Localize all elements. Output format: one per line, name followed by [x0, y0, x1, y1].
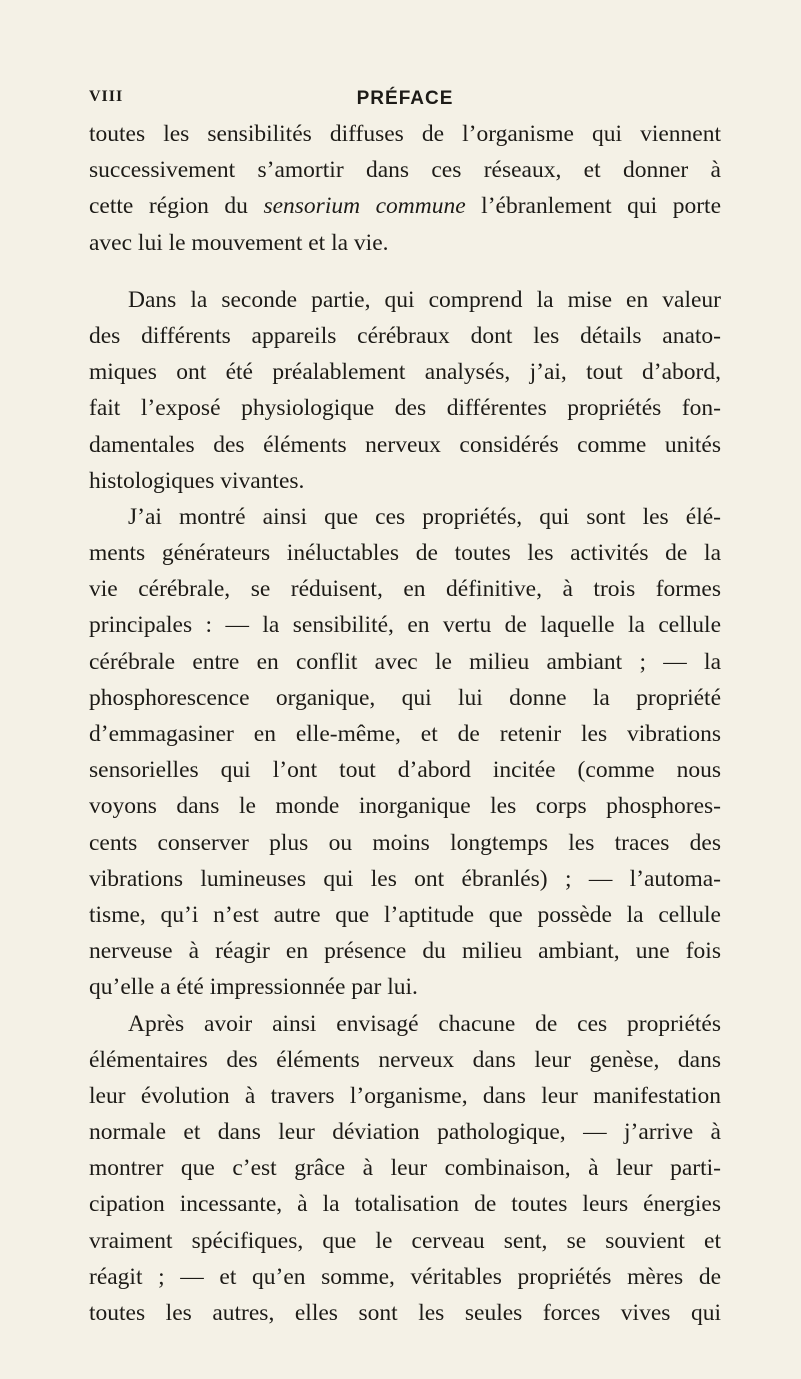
text-line: avec lui le mouvement et la vie.: [89, 229, 389, 256]
text-line: élémentaires des éléments nerveux dans leur genèse, dans: [89, 1046, 721, 1073]
body-text: [89, 116, 721, 1331]
text-line: des différents appareils cérébraux dont les détails anato-: [89, 322, 721, 349]
text-line: nerveuse à réagir en présence du milieu ambiant, une fois: [89, 938, 721, 965]
text-line: vie cérébrale, se réduisent, en définitive, à trois formes: [89, 576, 721, 603]
text-line: phosphorescence organique, qui lui donne la propriété: [89, 684, 721, 711]
text-line: vraiment spécifiques, que le cerveau sent, se souvient et: [89, 1227, 721, 1254]
text-line: principales : — la sensibilité, en vertu de laquelle la cellule: [89, 612, 721, 639]
text-line: qu’elle a été impressionnée par lui.: [89, 974, 418, 1001]
text-line: cérébrale entre en conflit avec le milieu ambiant ; — la: [89, 648, 721, 675]
text-line: d’emmagasiner en elle-même, et de retenir les vibrations: [89, 721, 721, 747]
text-line: miques ont été préalablement analysés, j’ai, tout d’abord,: [89, 359, 721, 386]
text-line: ments générateurs inéluctables de toutes les activités de la: [89, 540, 721, 567]
page-number: VIII: [89, 88, 124, 105]
running-title: PRÉFACE: [356, 88, 454, 109]
text-line: cents conserver plus ou moins longtemps les traces des: [89, 829, 721, 856]
text-line: toutes les sensibilités diffuses de l’organisme qui viennent: [89, 121, 721, 147]
text-line: vibrations lumineuses qui les ont ébranlés) ; — l’automa-: [89, 865, 721, 892]
text-line: Dans la seconde partie, qui comprend la mise en valeur: [128, 286, 721, 313]
text-line: Après avoir ainsi envisagé chacune de ces propriétés: [128, 1010, 721, 1037]
text-segment: cette région du: [89, 193, 264, 220]
running-head: [89, 88, 721, 116]
text-line: sensorielles qui l’ont tout d’abord incitée (comme nous: [89, 757, 721, 784]
text-line: J’ai montré ainsi que ces propriétés, qui sont les élé-: [128, 503, 721, 530]
text-line: successivement s’amortir dans ces réseaux, et donner à: [89, 157, 721, 184]
text-line-with-italic: [89, 188, 721, 224]
text-line: toutes les autres, elles sont les seules forces vives qui: [89, 1300, 721, 1326]
text-line: damentales des éléments nerveux considérés comme unités: [89, 431, 721, 458]
text-line: histologiques vivantes.: [89, 467, 305, 494]
italic-term: sensorium commune: [263, 193, 466, 220]
text-line: voyons dans le monde inorganique les corps phosphores-: [89, 793, 721, 820]
text-line: normale et dans leur déviation pathologique, — j’arrive à: [89, 1119, 721, 1146]
text-line: fait l’exposé physiologique des différentes propriétés fon-: [89, 395, 721, 422]
paragraph-gap: [89, 261, 721, 282]
text-line: montrer que c’est grâce à leur combinaison, à leur parti-: [89, 1155, 721, 1182]
text-line: leur évolution à travers l’organisme, dans leur manifestation: [89, 1082, 721, 1109]
text-segment: l’ébranlement qui porte: [465, 193, 721, 220]
text-line: cipation incessante, à la totalisation de toutes leurs énergies: [89, 1191, 721, 1218]
text-line: tisme, qu’i n’est autre que l’aptitude que possède la cellule: [89, 901, 721, 928]
text-line: réagit ; — et qu’en somme, véritables propriétés mères de: [89, 1263, 721, 1290]
